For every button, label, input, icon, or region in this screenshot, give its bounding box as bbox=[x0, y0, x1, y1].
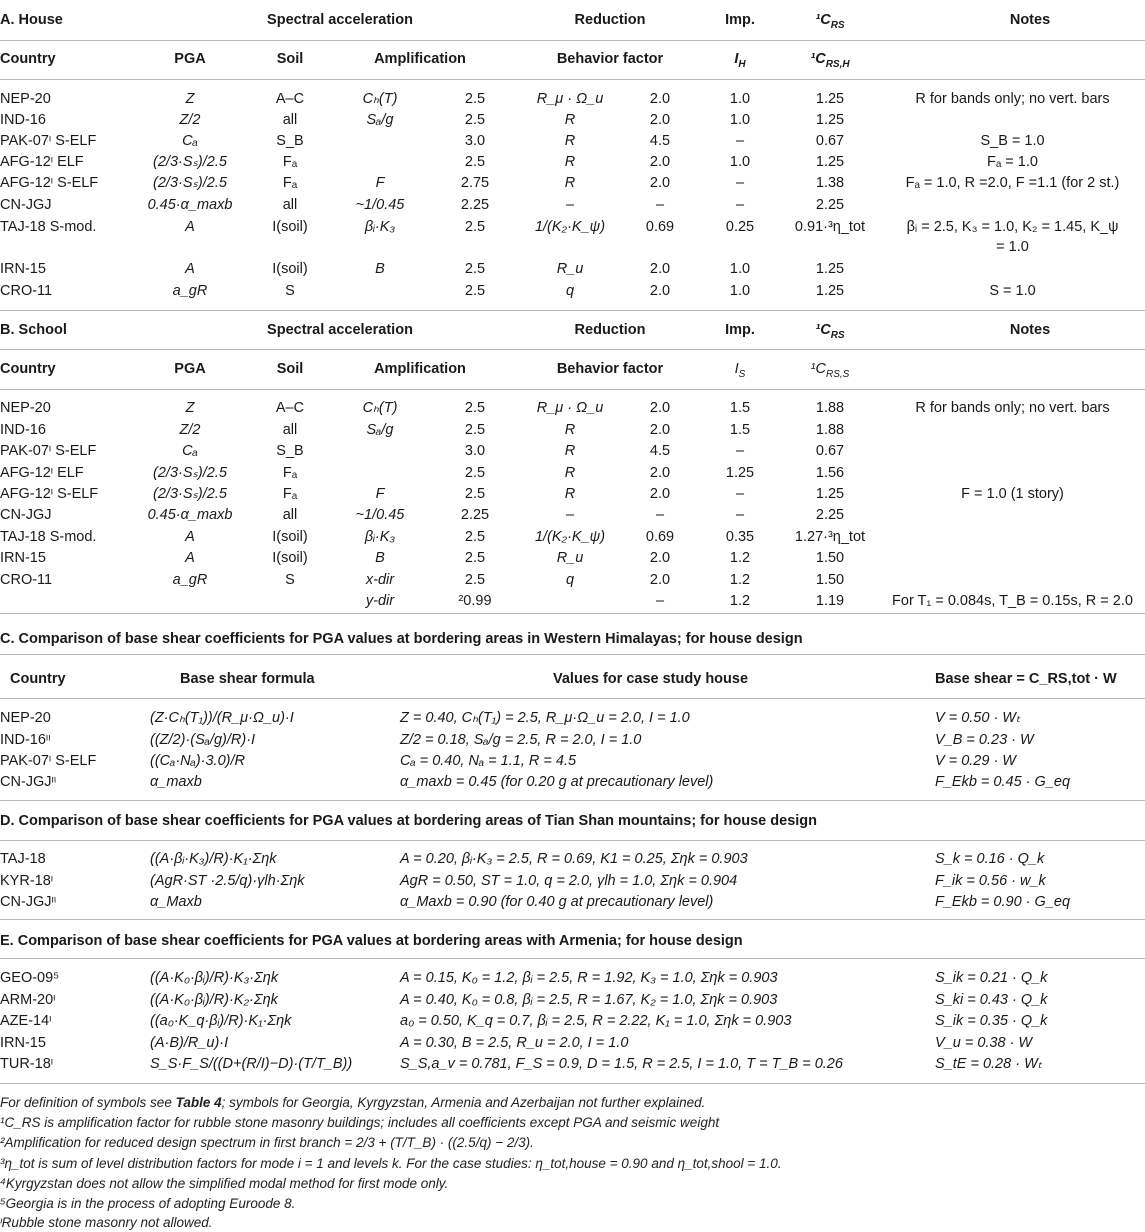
cell-crs: 0.67 bbox=[815, 443, 845, 459]
cell-amplification-value: 2.5 bbox=[464, 572, 486, 588]
col-header-soil: Soil bbox=[276, 361, 304, 377]
rule bbox=[0, 389, 1145, 390]
cell-behavior-value: 2.0 bbox=[649, 550, 671, 566]
col-header-pga: PGA bbox=[174, 361, 206, 377]
cell-base-shear: F_Ekb = 0.45 · G_eq bbox=[935, 774, 1071, 790]
cell-soil: S bbox=[285, 572, 295, 588]
cell-notes: R for bands only; no vert. bars bbox=[915, 91, 1110, 107]
cell-pga: A bbox=[185, 219, 195, 235]
group-header-spectral: Spectral acceleration bbox=[267, 322, 413, 338]
cell-pga: (2/3·Sₛ)/2.5 bbox=[153, 154, 227, 170]
cell-notes: S_B = 1.0 bbox=[980, 133, 1045, 149]
cell-soil: A–C bbox=[275, 91, 305, 107]
cell-base-shear: S_ik = 0.35 · Q_k bbox=[935, 1013, 1048, 1029]
cell-country: AFG-12ᶦ S-ELF bbox=[0, 175, 99, 191]
cell-behavior-value: – bbox=[655, 197, 665, 213]
col-header-crs: $^1C_{RS,H}$ bbox=[810, 51, 850, 70]
cell-crs: 1.88 bbox=[815, 400, 845, 416]
cell-amplification-value: 2.5 bbox=[464, 465, 486, 481]
cell-behavior: 1/(K₂·K_ψ) bbox=[534, 529, 606, 545]
cell-importance: 1.0 bbox=[729, 261, 751, 277]
cell-soil: A–C bbox=[275, 400, 305, 416]
cell-notes: S = 1.0 bbox=[989, 283, 1036, 299]
cell-formula: ((a₀·K_q·βᵢ)/R)·K₁·Σηk bbox=[150, 1013, 292, 1029]
section-a-title: A. House bbox=[0, 12, 63, 28]
cell-behavior: R bbox=[564, 112, 576, 128]
cell-soil: Fₐ bbox=[282, 486, 298, 502]
cell-amplification: βᵢ·K₃ bbox=[364, 529, 396, 545]
rule bbox=[0, 800, 1145, 801]
cell-behavior: – bbox=[565, 197, 575, 213]
cell-country: IRN-15 bbox=[0, 1035, 46, 1051]
cell-amplification-value: 2.5 bbox=[464, 219, 486, 235]
section-c-title: C. Comparison of base shear coefficients for PGA values at bordering areas in Western Himalayas; for house design bbox=[0, 631, 803, 647]
cell-amplification-value: ²0.99 bbox=[458, 593, 492, 609]
cell-behavior-value: 2.0 bbox=[649, 465, 671, 481]
cell-amplification-value: 2.5 bbox=[464, 112, 486, 128]
cell-country: IND-16 bbox=[0, 422, 46, 438]
cell-behavior: R_u bbox=[556, 550, 584, 566]
section-e-title: E. Comparison of base shear coefficients for PGA values at bordering areas with Armenia; for house design bbox=[0, 933, 743, 949]
cell-amplification-value: 3.0 bbox=[464, 133, 486, 149]
cell-behavior: R bbox=[564, 154, 576, 170]
cell-amplification: F bbox=[375, 175, 385, 191]
cell-pga: (2/3·Sₛ)/2.5 bbox=[153, 465, 227, 481]
cell-soil: I(soil) bbox=[272, 529, 308, 545]
cell-behavior-value: 0.69 bbox=[645, 529, 675, 545]
cell-importance: 1.0 bbox=[729, 91, 751, 107]
cell-amplification-value: 2.5 bbox=[464, 91, 486, 107]
cell-formula: ((A·K₀·βᵢ)/R)·K₃·Σηk bbox=[150, 970, 279, 986]
col-header-formula: Base shear formula bbox=[180, 671, 315, 687]
cell-amplification-value: 2.5 bbox=[464, 422, 486, 438]
cell-importance: – bbox=[735, 197, 745, 213]
footnote-4: ⁴Kyrgyzstan does not allow the simplified modal method for first mode only. bbox=[0, 1176, 449, 1191]
footnote-symbols: For definition of symbols see Table 4; symbols for Georgia, Kyrgyzstan, Armenia and Azerbaijan not further explained. bbox=[0, 1095, 706, 1110]
cell-values: Cₐ = 0.40, Nₐ = 1.1, R = 4.5 bbox=[400, 753, 577, 769]
col-header-country: Country bbox=[0, 361, 56, 377]
cell-country: PAK-07ᶦ S-ELF bbox=[0, 133, 97, 149]
footnote-6: ᶦRubble stone masonry not allowed. bbox=[0, 1215, 213, 1230]
cell-importance: – bbox=[735, 133, 745, 149]
col-header-behavior: Behavior factor bbox=[556, 361, 664, 377]
cell-amplification: βᵢ·K₃ bbox=[364, 219, 396, 235]
cell-values: a₀ = 0.50, K_q = 0.7, βᵢ = 2.5, R = 2.22, K₁ = 1.0, Σηk = 0.903 bbox=[400, 1013, 792, 1029]
group-header-imp: Imp. bbox=[725, 322, 755, 338]
cell-crs: 1.25 bbox=[815, 486, 845, 502]
cell-crs: 1.56 bbox=[815, 465, 845, 481]
cell-base-shear: F_Ekb = 0.90 · G_eq bbox=[935, 894, 1071, 910]
cell-behavior: R bbox=[564, 133, 576, 149]
cell-amplification-value: 3.0 bbox=[464, 443, 486, 459]
cell-soil: S bbox=[285, 283, 295, 299]
cell-country: ARM-20ᶦ bbox=[0, 992, 56, 1008]
cell-soil: I(soil) bbox=[272, 219, 308, 235]
cell-soil: I(soil) bbox=[272, 261, 308, 277]
rule bbox=[0, 698, 1145, 699]
col-header-amplification: Amplification bbox=[374, 361, 466, 377]
cell-behavior-value: – bbox=[655, 507, 665, 523]
section-d-title: D. Comparison of base shear coefficients for PGA values at bordering areas of Tian Shan mountains; for house design bbox=[0, 813, 817, 829]
cell-crs: 1.25 bbox=[815, 154, 845, 170]
cell-formula: α_Maxb bbox=[150, 894, 202, 910]
col-header-behavior: Behavior factor bbox=[556, 51, 664, 67]
cell-importance: 0.35 bbox=[725, 529, 755, 545]
cell-crs: 1.25 bbox=[815, 261, 845, 277]
cell-behavior: – bbox=[565, 507, 575, 523]
cell-country: IRN-15 bbox=[0, 261, 46, 277]
cell-notes: βᵢ = 2.5, K₃ = 1.0, K₂ = 1.45, K_ψ bbox=[906, 219, 1119, 235]
cell-importance: 1.0 bbox=[729, 112, 751, 128]
cell-formula: S_S·F_S/((D+(R/I)−D)·(T/T_B)) bbox=[150, 1056, 353, 1072]
cell-formula: (Z·Cₕ(T₁))/(R_μ·Ω_u)·I bbox=[150, 710, 294, 726]
cell-behavior-value: – bbox=[655, 593, 665, 609]
cell-values: A = 0.30, B = 2.5, R_u = 2.0, I = 1.0 bbox=[400, 1035, 629, 1051]
cell-amplification: y-dir bbox=[365, 593, 395, 609]
cell-formula: ((Cₐ·Nₐ)·3.0)/R bbox=[150, 753, 245, 769]
cell-values: S_S,a_v = 0.781, F_S = 0.9, D = 1.5, R = 2.5, I = 1.0, T = T_B = 0.26 bbox=[400, 1056, 843, 1072]
rule bbox=[0, 919, 1145, 920]
cell-pga: Cₐ bbox=[182, 133, 198, 149]
col-header-pga: PGA bbox=[174, 51, 206, 67]
cell-soil: all bbox=[282, 422, 298, 438]
cell-importance: 1.2 bbox=[729, 572, 751, 588]
footnote-5: ⁵Georgia is in the process of adopting Euroode 8. bbox=[0, 1196, 296, 1211]
col-header-soil: Soil bbox=[276, 51, 304, 67]
cell-crs: 0.91·³η_tot bbox=[794, 219, 866, 235]
cell-crs: 1.27·³η_tot bbox=[794, 529, 866, 545]
cell-notes: F = 1.0 (1 story) bbox=[961, 486, 1064, 502]
cell-country: CN-JGJ bbox=[0, 197, 52, 213]
cell-pga: A bbox=[185, 529, 195, 545]
cell-values: AgR = 0.50, ST = 1.0, q = 2.0, γlh = 1.0, Σηk = 0.904 bbox=[400, 873, 738, 889]
cell-notes: For T₁ = 0.084s, T_B = 0.15s, R = 2.0 bbox=[892, 593, 1133, 609]
cell-pga: 0.45·α_maxb bbox=[147, 507, 233, 523]
cell-values: Z = 0.40, Cₕ(T₁) = 2.5, R_μ·Ω_u = 2.0, I = 1.0 bbox=[400, 710, 690, 726]
cell-behavior-value: 2.0 bbox=[649, 283, 671, 299]
cell-amplification: B bbox=[375, 550, 385, 566]
cell-base-shear: S_ik = 0.21 · Q_k bbox=[935, 970, 1048, 986]
cell-country: NEP-20 bbox=[0, 91, 51, 107]
cell-amplification-value: 2.25 bbox=[460, 507, 490, 523]
cell-base-shear: V_u = 0.38 · W bbox=[935, 1035, 1033, 1051]
cell-behavior: R bbox=[564, 175, 576, 191]
cell-amplification: Cₕ(T) bbox=[362, 400, 398, 416]
cell-amplification: x-dir bbox=[365, 572, 395, 588]
cell-importance: 1.5 bbox=[729, 400, 751, 416]
cell-soil: Fₐ bbox=[282, 154, 298, 170]
cell-behavior-value: 2.0 bbox=[649, 400, 671, 416]
cell-amplification: ~1/0.45 bbox=[355, 197, 405, 213]
cell-behavior-value: 4.5 bbox=[649, 133, 671, 149]
cell-country: PAK-07ᶦ S-ELF bbox=[0, 753, 97, 769]
cell-crs: 1.25 bbox=[815, 283, 845, 299]
cell-country: CRO-11 bbox=[0, 572, 53, 588]
cell-values: Z/2 = 0.18, Sₐ/g = 2.5, R = 2.0, I = 1.0 bbox=[400, 732, 642, 748]
cell-crs: 1.38 bbox=[815, 175, 845, 191]
rule bbox=[0, 840, 1145, 841]
cell-base-shear: F_ik = 0.56 · w_k bbox=[935, 873, 1046, 889]
cell-importance: – bbox=[735, 175, 745, 191]
cell-country: KYR-18ᶦ bbox=[0, 873, 54, 889]
cell-notes: Fₐ = 1.0 bbox=[987, 154, 1038, 170]
cell-base-shear: S_tE = 0.28 · Wₜ bbox=[935, 1056, 1043, 1072]
group-header-notes: Notes bbox=[1009, 12, 1051, 28]
col-header-base-shear: Base shear = C_RS,tot · W bbox=[935, 671, 1117, 687]
rule bbox=[0, 40, 1145, 41]
cell-importance: 1.2 bbox=[729, 593, 751, 609]
cell-country: CN-JGJᶦᶦ bbox=[0, 894, 57, 910]
footnote-1: ¹C_RS is amplification factor for rubble stone masonry buildings; includes all coefficients except PGA and seismic weight bbox=[0, 1115, 720, 1130]
cell-values: A = 0.20, βᵢ·K₃ = 2.5, R = 0.69, K1 = 0.25, Σηk = 0.903 bbox=[400, 851, 748, 867]
col-header-country: Country bbox=[10, 671, 66, 687]
cell-country: CN-JGJ bbox=[0, 507, 52, 523]
cell-base-shear: S_ki = 0.43 · Q_k bbox=[935, 992, 1048, 1008]
cell-amplification-value: 2.75 bbox=[460, 175, 490, 191]
cell-importance: 0.25 bbox=[725, 219, 755, 235]
cell-amplification-value: 2.5 bbox=[464, 400, 486, 416]
cell-behavior: R bbox=[564, 465, 576, 481]
cell-soil: Fₐ bbox=[282, 175, 298, 191]
cell-notes: Fₐ = 1.0, R =2.0, F =1.1 (for 2 st.) bbox=[905, 175, 1120, 191]
cell-behavior: q bbox=[565, 572, 575, 588]
cell-behavior-value: 4.5 bbox=[649, 443, 671, 459]
col-header-country: Country bbox=[0, 51, 56, 67]
cell-behavior-value: 0.69 bbox=[645, 219, 675, 235]
cell-country: AFG-12ᶦ ELF bbox=[0, 465, 84, 481]
cell-soil: S_B bbox=[276, 133, 304, 149]
cell-formula: α_maxb bbox=[150, 774, 202, 790]
cell-behavior: R bbox=[564, 443, 576, 459]
cell-behavior-value: 2.0 bbox=[649, 572, 671, 588]
cell-pga: 0.45·α_maxb bbox=[147, 197, 233, 213]
cell-pga: a_gR bbox=[172, 283, 208, 299]
cell-crs: 1.50 bbox=[815, 572, 845, 588]
cell-country: NEP-20 bbox=[0, 400, 51, 416]
cell-formula: ((A·K₀·βᵢ)/R)·K₂·Σηk bbox=[150, 992, 278, 1008]
cell-amplification-value: 2.5 bbox=[464, 550, 486, 566]
cell-values: A = 0.15, K₀ = 1.2, βᵢ = 2.5, R = 1.92, K₃ = 1.0, Σηk = 0.903 bbox=[400, 970, 778, 986]
col-header-crs: $^1C_{RS,S}$ bbox=[810, 361, 850, 380]
cell-pga: Z bbox=[185, 91, 195, 107]
cell-behavior-value: 2.0 bbox=[649, 261, 671, 277]
rule bbox=[0, 654, 1145, 655]
cell-soil: all bbox=[282, 197, 298, 213]
cell-behavior-value: 2.0 bbox=[649, 91, 671, 107]
cell-amplification: Sₐ/g bbox=[366, 112, 394, 128]
cell-soil: all bbox=[282, 112, 298, 128]
cell-behavior-value: 2.0 bbox=[649, 422, 671, 438]
cell-behavior: R_μ · Ω_u bbox=[536, 91, 604, 107]
cell-importance: 1.5 bbox=[729, 422, 751, 438]
cell-country: TAJ-18 S-mod. bbox=[0, 219, 97, 235]
cell-amplification-value: 2.5 bbox=[464, 261, 486, 277]
cell-soil: Fₐ bbox=[282, 465, 298, 481]
cell-behavior: q bbox=[565, 283, 575, 299]
cell-formula: ((Z/2)·(Sₐ/g)/R)·I bbox=[150, 732, 256, 748]
cell-country: AFG-12ᶦ ELF bbox=[0, 154, 84, 170]
cell-behavior: R_u bbox=[556, 261, 584, 277]
cell-importance: – bbox=[735, 443, 745, 459]
cell-importance: 1.0 bbox=[729, 154, 751, 170]
cell-amplification-value: 2.25 bbox=[460, 197, 490, 213]
cell-importance: – bbox=[735, 507, 745, 523]
cell-behavior: 1/(K₂·K_ψ) bbox=[534, 219, 606, 235]
cell-amplification-value: 2.5 bbox=[464, 283, 486, 299]
cell-formula: ((A·βᵢ·K₃)/R)·K₁·Σηk bbox=[150, 851, 277, 867]
cell-amplification: ~1/0.45 bbox=[355, 507, 405, 523]
rule bbox=[0, 310, 1145, 311]
cell-base-shear: V = 0.50 · Wₜ bbox=[935, 710, 1021, 726]
cell-country: PAK-07ᶦ S-ELF bbox=[0, 443, 97, 459]
cell-country: IND-16 bbox=[0, 112, 46, 128]
group-header-reduction: Reduction bbox=[574, 322, 646, 338]
footnote-2: ²Amplification for reduced design spectrum in first branch = 2/3 + (T/T_B) · ((2.5/q) − 2/3). bbox=[0, 1135, 534, 1150]
cell-pga: a_gR bbox=[172, 572, 208, 588]
cell-amplification: Sₐ/g bbox=[366, 422, 394, 438]
rule bbox=[0, 613, 1145, 614]
cell-country: TAJ-18 bbox=[0, 851, 46, 867]
cell-crs: 0.67 bbox=[815, 133, 845, 149]
cell-pga: Z/2 bbox=[179, 112, 201, 128]
group-header-crs: $^1C_{RS}$ bbox=[815, 12, 845, 31]
footnote-3: ³η_tot is sum of level distribution factors for mode i = 1 and levels k. For the case studies: η_tot,house = 0.90 and η_tot,shool = 1.0. bbox=[0, 1156, 782, 1171]
group-header-reduction: Reduction bbox=[574, 12, 646, 28]
cell-soil: S_B bbox=[276, 443, 304, 459]
cell-pga: Cₐ bbox=[182, 443, 198, 459]
cell-importance: 1.0 bbox=[729, 283, 751, 299]
cell-country: AZE-14ᶦ bbox=[0, 1013, 52, 1029]
col-header-imp: $I_S$ bbox=[734, 361, 746, 380]
cell-country: IND-16ᶦᶦ bbox=[0, 732, 51, 748]
group-header-notes: Notes bbox=[1009, 322, 1051, 338]
cell-soil: all bbox=[282, 507, 298, 523]
cell-formula: (A·B)/R_u)·I bbox=[150, 1035, 229, 1051]
cell-crs: 2.25 bbox=[815, 507, 845, 523]
col-header-amplification: Amplification bbox=[374, 51, 466, 67]
cell-pga: (2/3·Sₛ)/2.5 bbox=[153, 175, 227, 191]
rule bbox=[0, 1083, 1145, 1084]
cell-notes-cont: = 1.0 bbox=[996, 239, 1029, 255]
cell-behavior-value: 2.0 bbox=[649, 112, 671, 128]
cell-amplification-value: 2.5 bbox=[464, 486, 486, 502]
cell-amplification: F bbox=[375, 486, 385, 502]
cell-formula: (AgR·ST ·2.5/q)·γlh·Σηk bbox=[150, 873, 305, 889]
cell-behavior-value: 2.0 bbox=[649, 154, 671, 170]
cell-importance: 1.25 bbox=[725, 465, 755, 481]
cell-base-shear: V = 0.29 · W bbox=[935, 753, 1016, 769]
rule bbox=[0, 958, 1145, 959]
cell-country: GEO-09⁵ bbox=[0, 970, 60, 986]
cell-country: TUR-18ᶦ bbox=[0, 1056, 54, 1072]
group-header-imp: Imp. bbox=[725, 12, 755, 28]
cell-importance: 1.2 bbox=[729, 550, 751, 566]
cell-crs: 1.25 bbox=[815, 112, 845, 128]
cell-behavior: R bbox=[564, 422, 576, 438]
cell-behavior-value: 2.0 bbox=[649, 175, 671, 191]
rule bbox=[0, 349, 1145, 350]
cell-crs: 1.19 bbox=[815, 593, 845, 609]
cell-amplification-value: 2.5 bbox=[464, 154, 486, 170]
cell-values: A = 0.40, K₀ = 0.8, βᵢ = 2.5, R = 1.67, K₂ = 1.0, Σηk = 0.903 bbox=[400, 992, 778, 1008]
cell-country: NEP-20 bbox=[0, 710, 51, 726]
cell-pga: A bbox=[185, 550, 195, 566]
col-header-imp: $I_H$ bbox=[734, 51, 746, 70]
cell-behavior: R bbox=[564, 486, 576, 502]
cell-country: IRN-15 bbox=[0, 550, 46, 566]
cell-country: CN-JGJᶦᶦ bbox=[0, 774, 57, 790]
cell-crs: 1.88 bbox=[815, 422, 845, 438]
cell-pga: Z bbox=[185, 400, 195, 416]
cell-values: α_maxb = 0.45 (for 0.20 g at precautionary level) bbox=[400, 774, 714, 790]
cell-crs: 1.50 bbox=[815, 550, 845, 566]
group-header-crs: $^1C_{RS}$ bbox=[815, 322, 845, 341]
cell-country: AFG-12ᶦ S-ELF bbox=[0, 486, 99, 502]
cell-values: α_Maxb = 0.90 (for 0.40 g at precautionary level) bbox=[400, 894, 714, 910]
cell-soil: I(soil) bbox=[272, 550, 308, 566]
cell-importance: – bbox=[735, 486, 745, 502]
cell-country: CRO-11 bbox=[0, 283, 53, 299]
cell-crs: 1.25 bbox=[815, 91, 845, 107]
cell-behavior: R_μ · Ω_u bbox=[536, 400, 604, 416]
section-b-title: B. School bbox=[0, 322, 67, 338]
cell-amplification: B bbox=[375, 261, 385, 277]
cell-base-shear: V_B = 0.23 · W bbox=[935, 732, 1034, 748]
cell-pga: Z/2 bbox=[179, 422, 201, 438]
cell-amplification-value: 2.5 bbox=[464, 529, 486, 545]
cell-crs: 2.25 bbox=[815, 197, 845, 213]
cell-behavior-value: 2.0 bbox=[649, 486, 671, 502]
cell-base-shear: S_k = 0.16 · Q_k bbox=[935, 851, 1045, 867]
group-header-spectral: Spectral acceleration bbox=[267, 12, 413, 28]
cell-pga: (2/3·Sₛ)/2.5 bbox=[153, 486, 227, 502]
rule bbox=[0, 79, 1145, 80]
cell-country: TAJ-18 S-mod. bbox=[0, 529, 97, 545]
cell-pga: A bbox=[185, 261, 195, 277]
cell-notes: R for bands only; no vert. bars bbox=[915, 400, 1110, 416]
col-header-values: Values for case study house bbox=[553, 671, 749, 687]
cell-amplification: Cₕ(T) bbox=[362, 91, 398, 107]
